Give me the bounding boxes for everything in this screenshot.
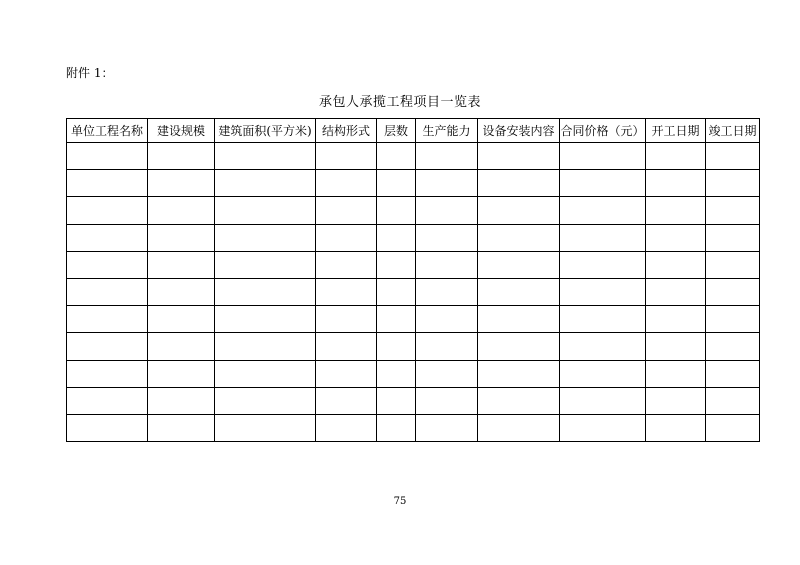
- table-cell: [67, 170, 148, 197]
- table-cell: [377, 360, 416, 387]
- table-cell: [377, 224, 416, 251]
- project-table: [66, 118, 760, 442]
- column-header: 建设规模: [148, 119, 215, 143]
- table-cell: [416, 224, 478, 251]
- table-cell: [377, 306, 416, 333]
- table-cell: [478, 251, 560, 278]
- table-cell: [478, 387, 560, 414]
- table-cell: [316, 387, 377, 414]
- table-row: [67, 143, 760, 170]
- table-cell: [215, 251, 316, 278]
- table-cell: [148, 278, 215, 305]
- table-cell: [316, 197, 377, 224]
- table-cell: [215, 333, 316, 360]
- table-cell: [706, 251, 760, 278]
- table-cell: [67, 224, 148, 251]
- table-cell: [416, 387, 478, 414]
- column-header: 设备安装内容: [478, 119, 560, 143]
- table-cell: [215, 278, 316, 305]
- table-cell: [478, 197, 560, 224]
- table-row: [67, 251, 760, 278]
- table-cell: [416, 414, 478, 441]
- table-cell: [316, 251, 377, 278]
- table-cell: [560, 414, 646, 441]
- attachment-label: 附件 1：: [66, 66, 114, 80]
- table-body: [67, 143, 760, 442]
- table-cell: [67, 333, 148, 360]
- table-cell: [560, 387, 646, 414]
- table-cell: [377, 197, 416, 224]
- table-cell: [67, 360, 148, 387]
- table-cell: [416, 333, 478, 360]
- table-cell: [646, 197, 706, 224]
- table-cell: [215, 224, 316, 251]
- table-cell: [316, 143, 377, 170]
- table-cell: [148, 197, 215, 224]
- table-cell: [646, 387, 706, 414]
- table-cell: [148, 143, 215, 170]
- table-cell: [148, 333, 215, 360]
- column-header: 生产能力: [416, 119, 478, 143]
- column-header: 层数: [377, 119, 416, 143]
- table-cell: [706, 278, 760, 305]
- table-cell: [416, 197, 478, 224]
- table-cell: [416, 170, 478, 197]
- table-cell: [646, 278, 706, 305]
- table-cell: [67, 414, 148, 441]
- table-cell: [478, 278, 560, 305]
- table-cell: [560, 170, 646, 197]
- table-cell: [67, 306, 148, 333]
- table-cell: [148, 414, 215, 441]
- table-cell: [377, 143, 416, 170]
- table-cell: [316, 414, 377, 441]
- table-cell: [646, 306, 706, 333]
- table-cell: [416, 360, 478, 387]
- table-cell: [416, 143, 478, 170]
- document-title: 承包人承揽工程项目一览表: [318, 95, 481, 110]
- table-cell: [706, 143, 760, 170]
- table-cell: [377, 251, 416, 278]
- table-cell: [316, 306, 377, 333]
- table-cell: [646, 333, 706, 360]
- table-cell: [416, 306, 478, 333]
- table-cell: [706, 333, 760, 360]
- table-cell: [646, 224, 706, 251]
- table-cell: [377, 387, 416, 414]
- table-cell: [478, 414, 560, 441]
- column-header: 结构形式: [316, 119, 377, 143]
- table-cell: [560, 197, 646, 224]
- page-number: 75: [393, 496, 407, 507]
- table-cell: [148, 387, 215, 414]
- table-row: [67, 414, 760, 441]
- table-row: [67, 306, 760, 333]
- table-cell: [560, 224, 646, 251]
- table-cell: [706, 197, 760, 224]
- table-header-row: [67, 119, 760, 143]
- table-row: [67, 333, 760, 360]
- table-cell: [316, 333, 377, 360]
- table-cell: [67, 197, 148, 224]
- table-cell: [646, 170, 706, 197]
- table-cell: [478, 143, 560, 170]
- table-cell: [478, 306, 560, 333]
- table-cell: [215, 360, 316, 387]
- table-cell: [478, 360, 560, 387]
- table-cell: [215, 143, 316, 170]
- table-cell: [215, 414, 316, 441]
- table-cell: [560, 306, 646, 333]
- table-cell: [148, 360, 215, 387]
- table-cell: [478, 333, 560, 360]
- table-row: [67, 360, 760, 387]
- table-cell: [67, 143, 148, 170]
- table-cell: [215, 306, 316, 333]
- table-cell: [316, 360, 377, 387]
- table-cell: [416, 251, 478, 278]
- column-header: 竣工日期: [706, 119, 760, 143]
- table-cell: [148, 224, 215, 251]
- table-cell: [316, 224, 377, 251]
- table-cell: [215, 387, 316, 414]
- table-cell: [316, 278, 377, 305]
- table-cell: [706, 170, 760, 197]
- table-cell: [706, 387, 760, 414]
- table-row: [67, 170, 760, 197]
- table-row: [67, 197, 760, 224]
- table-cell: [67, 251, 148, 278]
- table-cell: [706, 306, 760, 333]
- table-cell: [148, 170, 215, 197]
- table-cell: [646, 143, 706, 170]
- table-cell: [706, 360, 760, 387]
- table-cell: [560, 251, 646, 278]
- table-cell: [377, 333, 416, 360]
- table-cell: [560, 360, 646, 387]
- table-cell: [215, 197, 316, 224]
- column-header: 合同价格（元）: [560, 119, 646, 143]
- table-cell: [67, 278, 148, 305]
- table-cell: [377, 170, 416, 197]
- column-header: 开工日期: [646, 119, 706, 143]
- table-cell: [706, 414, 760, 441]
- table-cell: [377, 414, 416, 441]
- table-row: [67, 278, 760, 305]
- table-cell: [148, 306, 215, 333]
- table-cell: [148, 251, 215, 278]
- table-cell: [377, 278, 416, 305]
- table-cell: [215, 170, 316, 197]
- table-cell: [560, 278, 646, 305]
- table-cell: [646, 251, 706, 278]
- table-row: [67, 224, 760, 251]
- table-cell: [416, 278, 478, 305]
- table-cell: [560, 333, 646, 360]
- column-header: 单位工程名称: [67, 119, 148, 143]
- table-cell: [706, 224, 760, 251]
- column-header: 建筑面积(平方米): [215, 119, 316, 143]
- table-cell: [646, 414, 706, 441]
- table-cell: [316, 170, 377, 197]
- table-cell: [560, 143, 646, 170]
- table-cell: [478, 170, 560, 197]
- table-cell: [646, 360, 706, 387]
- table-cell: [67, 387, 148, 414]
- table-row: [67, 387, 760, 414]
- table-cell: [478, 224, 560, 251]
